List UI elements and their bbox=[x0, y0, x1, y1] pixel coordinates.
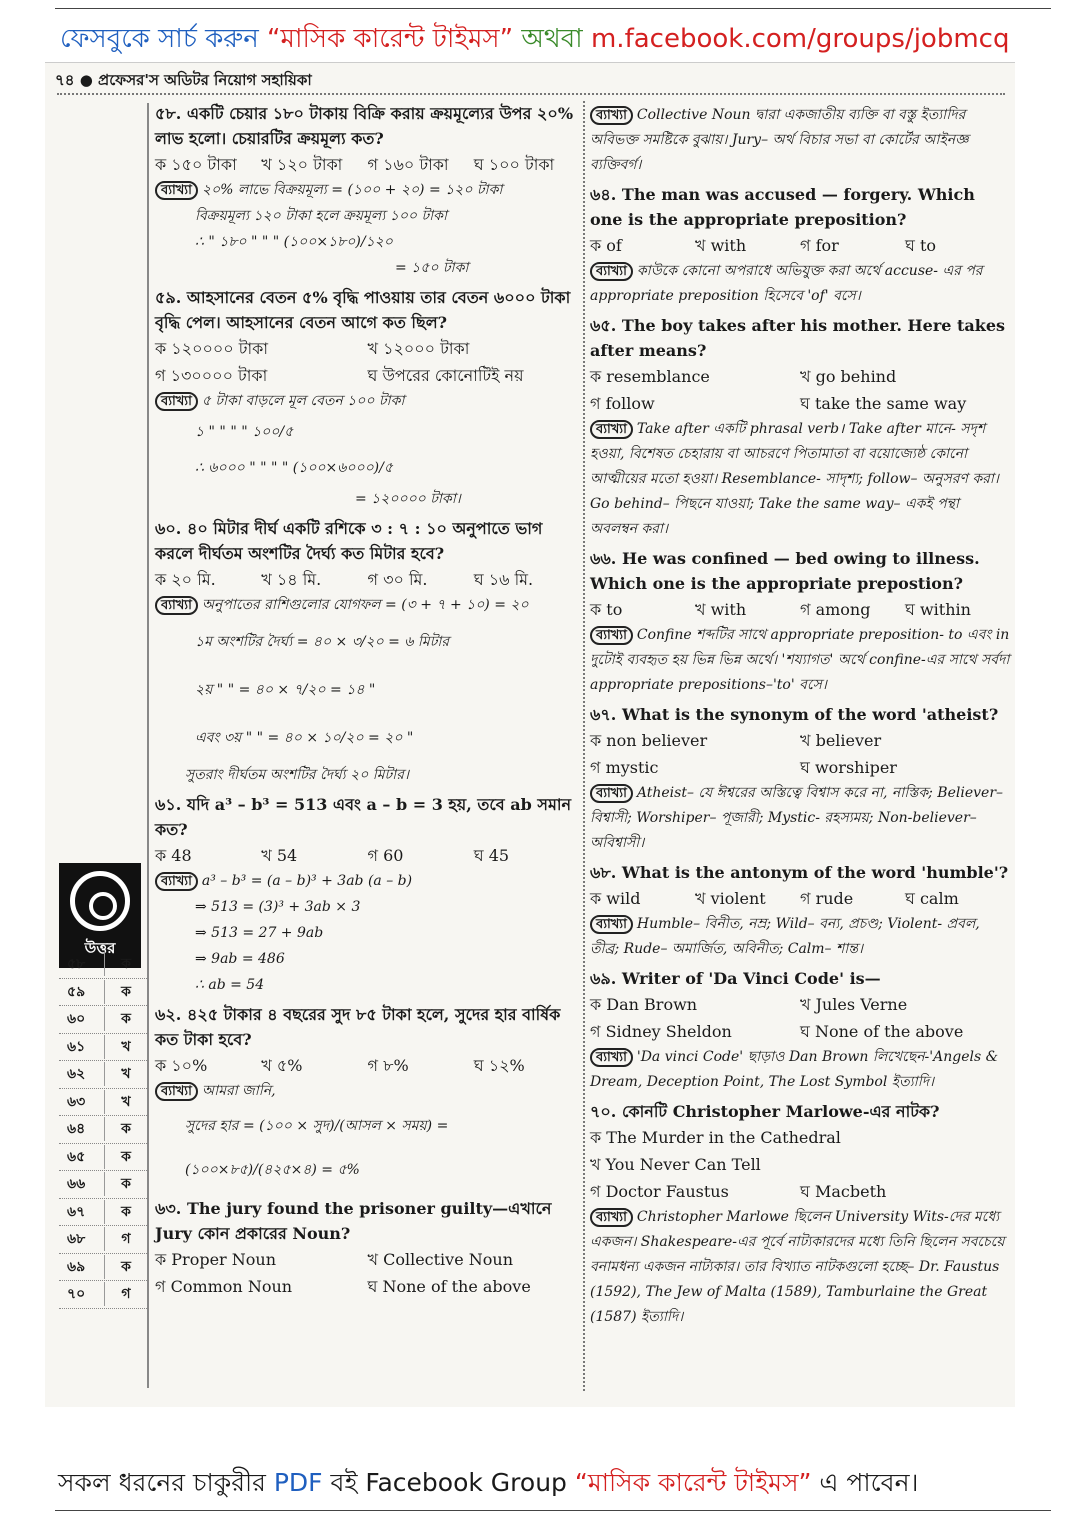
question-60 bbox=[155, 516, 580, 788]
math-line: ⇒ 9ab = 486 bbox=[195, 951, 285, 967]
question-text: ৬১. যদি a³ – b³ = 513 এবং a – b = 3 হয়, তবে ab সমান কত? bbox=[155, 795, 572, 839]
question-70 bbox=[590, 1099, 1010, 1330]
explanation: ব্যাখ্যা Christopher Marlowe ছিলেন University Wits-দের মধ্যে একজন। Shakespeare-এর পূর্বে নাট্যকারদের মধ্যে তিনি ছিলেন সবচেয়ে বনামধন্য একজন নাট্যকার। তার বিখ্যাত নাটকগুলো হচ্ছে– Dr. Faustus (1592), The Jew of Malta (1589), Tamburlaine the Great (1587) ইত্যাদি। bbox=[590, 1209, 1005, 1325]
options bbox=[590, 885, 1010, 912]
answer-row: ৬৭ ক bbox=[59, 1199, 147, 1227]
question-text: ৬০. ৪০ মিটার দীর্ঘ একটি রশিকে ৩ : ৭ : ১০ অনুপাতে ভাগ করলে দীর্ঘতম অংশটির দৈর্ঘ্য কত মিটার হবে? bbox=[155, 519, 543, 563]
question-text: ৬৩. The jury found the prisoner guilty—এখানে Jury কোন প্রকারের Noun? bbox=[155, 1199, 552, 1243]
explanation: ব্যাখ্যা ২০% লাভে বিক্রয়মূল্য = (১০০ + ২০) = ১২০ টাকা bbox=[155, 178, 580, 203]
column-divider bbox=[583, 101, 585, 1391]
math-line: বিক্রয়মূল্য ১২০ টাকা হলে ক্রয়মূল্য ১০০ টাকা bbox=[195, 208, 448, 224]
option: গ mystic bbox=[590, 758, 659, 777]
option: ক The Murder in the Cathedral bbox=[590, 1128, 841, 1147]
option: ঘ ১৬ মি. bbox=[473, 570, 534, 589]
options bbox=[155, 842, 580, 869]
options bbox=[155, 566, 580, 593]
math-line: এবং ৩য় " " = ৪০ × ১০/২০ = ২০ " bbox=[195, 730, 414, 746]
banner-search-text: ফেসবুকে সার্চ করুন bbox=[60, 24, 259, 54]
question-68 bbox=[590, 860, 1010, 962]
options bbox=[590, 232, 1010, 259]
question-69 bbox=[590, 966, 1010, 1095]
banner-url-link[interactable]: m.facebook.com/groups/jobmcq bbox=[590, 24, 1010, 54]
options bbox=[155, 1052, 580, 1079]
explain-tag: ব্যাখ্যা bbox=[590, 262, 633, 281]
explanation: ব্যাখ্যা অনুপাতের রাশিগুলোর যোগফল = (৩ + ৭ + ১০) = ২০ bbox=[155, 593, 580, 618]
explanation: ব্যাখ্যা আমরা জানি, bbox=[155, 1079, 580, 1104]
option: ক ১৫০ টাকা bbox=[155, 155, 237, 174]
option: খ go behind bbox=[800, 367, 897, 386]
answer-row: ৬৬ ক bbox=[59, 1171, 147, 1199]
banner-bottom-text2: বই Facebook Group bbox=[330, 1468, 567, 1497]
option: ক 48 bbox=[155, 846, 192, 865]
answer-label: উত্তর bbox=[84, 939, 116, 957]
option: খ with bbox=[695, 236, 747, 255]
option: খ believer bbox=[800, 731, 882, 750]
math-line: = ১৫০ টাকা bbox=[395, 260, 469, 276]
question-64 bbox=[590, 182, 1010, 309]
option: ক ২০ মি. bbox=[155, 570, 216, 589]
banner-group-name: “মাসিক কারেন্ট টাইমস” bbox=[267, 24, 514, 54]
option: গ ৩০ মি. bbox=[367, 570, 428, 589]
option: ক ১২০০০০ টাকা bbox=[155, 339, 268, 358]
question-59 bbox=[155, 285, 580, 512]
option: গ ৮% bbox=[367, 1056, 409, 1075]
explain-tag: ব্যাখ্যা bbox=[155, 1082, 198, 1101]
question-67 bbox=[590, 702, 1010, 856]
question-text: ৬৬. He was confined — bed owing to illness. Which one is the appropriate prepostion? bbox=[590, 549, 980, 593]
option: গ follow bbox=[590, 394, 655, 413]
answer-row: ৬৮ গ bbox=[59, 1226, 147, 1254]
option: ঘ take the same way bbox=[800, 394, 967, 413]
left-column bbox=[155, 101, 580, 1304]
options bbox=[590, 596, 1010, 623]
bottom-rule bbox=[55, 1510, 1051, 1511]
answer-row: ৬৩ খ bbox=[59, 1089, 147, 1117]
right-column bbox=[590, 103, 1010, 1334]
explain-tag: ব্যাখ্যা bbox=[155, 392, 198, 411]
explanation: ব্যাখ্যা a³ – b³ = (a – b)³ + 3ab (a – b) bbox=[155, 869, 580, 894]
header-divider bbox=[57, 93, 1005, 95]
banner-or-text: অথবা bbox=[521, 24, 583, 54]
options bbox=[590, 363, 1010, 417]
answer-row: ৬০ ক bbox=[59, 1006, 147, 1034]
option: ক non believer bbox=[590, 731, 708, 750]
option: ঘ Macbeth bbox=[800, 1182, 887, 1201]
option: গ Doctor Faustus bbox=[590, 1182, 729, 1201]
option: ক ১০% bbox=[155, 1056, 208, 1075]
banner-bottom-text3: এ পাবেন। bbox=[819, 1468, 919, 1497]
math-line: সুদের হার = (১০০ × সুদ)/(আসল × সময়) = (১০০×৮৫)/(৪২৫×৪) = ৫% bbox=[185, 1118, 449, 1178]
option: ক wild bbox=[590, 889, 641, 908]
explain-tag: ব্যাখ্যা bbox=[590, 626, 633, 645]
option: ঘ worshiper bbox=[800, 758, 897, 777]
explanation: ব্যাখ্যা Collective Noun দ্বারা একজাতীয় ব্যক্তি বা বস্তু ইত্যাদির অবিভক্ত সমষ্টিকে বুঝায়। Jury– অর্থ বিচার সভা বা কোর্টের আইনজ্ঞ ব্যক্তিবর্গ। bbox=[590, 107, 969, 173]
explanation: ব্যাখ্যা কাউকে কোনো অপরাধে অভিযুক্ত করা অর্থে accuse- এর পর appropriate preposition হিসেবে 'of' বসে। bbox=[590, 263, 983, 304]
option: গ ১৩০০০০ টাকা bbox=[155, 366, 268, 385]
option: ঘ within bbox=[905, 600, 971, 619]
explanation: ব্যাখ্যা 'Da vinci Code' ছাড়াও Dan Brown লিখেছেন-'Angels & Dream, Deception Point, The Lost Symbol ইত্যাদি। bbox=[590, 1049, 999, 1090]
option: খ ১২০ টাকা bbox=[261, 155, 343, 174]
question-text: ৫৯. আহসানের বেতন ৫% বৃদ্ধি পাওয়ায় তার বেতন ৬০০০ টাকা বৃদ্ধি পেল। আহসানের বেতন আগে কত ছিল? bbox=[155, 288, 571, 332]
answer-table bbox=[59, 951, 147, 1309]
math-line: ∴ ab = 54 bbox=[195, 977, 265, 993]
banner-bottom-group: “মাসিক কারেন্ট টাইমস” bbox=[574, 1468, 812, 1497]
answer-row: ৫৯ ক bbox=[59, 979, 147, 1007]
explain-tag: ব্যাখ্যা bbox=[590, 784, 633, 803]
question-text: ৬৭. What is the synonym of the word 'atheist? bbox=[590, 705, 999, 724]
options bbox=[155, 151, 580, 178]
publisher-logo-icon bbox=[70, 871, 130, 931]
option: ঘ ১২% bbox=[473, 1056, 525, 1075]
explain-tag: ব্যাখ্যা bbox=[590, 1048, 633, 1067]
option: খ 54 bbox=[261, 846, 298, 865]
math-line: ২য় " " = ৪০ × ৭/২০ = ১৪ " bbox=[195, 682, 376, 698]
option: খ with bbox=[695, 600, 747, 619]
options bbox=[590, 727, 1010, 781]
option: ঘ ১০০ টাকা bbox=[473, 155, 555, 174]
answer-row: ৬৯ ক bbox=[59, 1254, 147, 1282]
options bbox=[590, 1124, 1010, 1205]
option: ক Dan Brown bbox=[590, 995, 698, 1014]
answer-row: ৭০ গ bbox=[59, 1281, 147, 1309]
question-text: ৬৫. The boy takes after his mother. Here takes after means? bbox=[590, 316, 1006, 360]
option: ক resemblance bbox=[590, 367, 710, 386]
options bbox=[155, 1246, 580, 1300]
question-text: ৭০. কোনটি Christopher Marlowe-এর নাটক? bbox=[590, 1102, 940, 1121]
option: খ Collective Noun bbox=[367, 1250, 514, 1269]
explain-tag: ব্যাখ্যা bbox=[590, 106, 633, 125]
question-65 bbox=[590, 313, 1010, 542]
option: গ Common Noun bbox=[155, 1277, 293, 1296]
option: খ violent bbox=[695, 889, 766, 908]
question-61 bbox=[155, 792, 580, 998]
question-66 bbox=[590, 546, 1010, 698]
explain-tag: ব্যাখ্যা bbox=[155, 181, 198, 200]
option: ঘ to bbox=[905, 236, 937, 255]
option: ঘ None of the above bbox=[800, 1022, 964, 1041]
answer-row: ৬৪ ক bbox=[59, 1116, 147, 1144]
option: ঘ 45 bbox=[473, 846, 510, 865]
explain-tag: ব্যাখ্যা bbox=[590, 915, 633, 934]
option: গ 60 bbox=[367, 846, 404, 865]
question-63 bbox=[155, 1196, 580, 1300]
explanation: ব্যাখ্যা Humble– বিনীত, নম্র; Wild– বন্য, প্রচণ্ড; Violent- প্রবল, তীব্র; Rude– অমার্জিত, অবিনীত; Calm– শান্ত। bbox=[590, 916, 980, 957]
math-line: ∴ ৬০০০ " " " " (১০০×৬০০০)/৫ bbox=[195, 460, 393, 476]
option: গ rude bbox=[800, 889, 854, 908]
question-58 bbox=[155, 101, 580, 281]
answer-row: ৫৮ ক bbox=[59, 951, 147, 979]
math-line: ⇒ 513 = (3)³ + 3ab × 3 bbox=[195, 899, 361, 915]
options bbox=[155, 335, 580, 389]
page-header: ৭৪ ● প্রফেসর'স অডিটর নিয়োগ সহায়িকা bbox=[55, 71, 312, 89]
option: ঘ calm bbox=[905, 889, 959, 908]
options bbox=[590, 991, 1010, 1045]
option: ঘ উপরের কোনোটিই নয় bbox=[367, 366, 524, 385]
answer-row: ৬২ খ bbox=[59, 1061, 147, 1089]
explain-tag: ব্যাখ্যা bbox=[590, 420, 633, 439]
scanned-page bbox=[45, 62, 1015, 1407]
banner-bottom-text1: সকল ধরনের চাকুরীর bbox=[58, 1468, 266, 1497]
option: ক to bbox=[590, 600, 623, 619]
math-line: ১ " " " " ১০০/৫ bbox=[195, 424, 294, 440]
question-text: ৬৪. The man was accused — forgery. Which one is the appropriate preposition? bbox=[590, 185, 975, 229]
top-rule bbox=[55, 8, 1051, 9]
option: ক of bbox=[590, 236, 622, 255]
option: খ ১৪ মি. bbox=[261, 570, 322, 589]
question-text: ৬২. ৪২৫ টাকার ৪ বছরের সুদ ৮৫ টাকা হলে, সুদের হার বার্ষিক কত টাকা হবে? bbox=[155, 1005, 561, 1049]
math-line: ∴ " ১৮০ " " " (১০০×১৮০)/১২০ bbox=[195, 234, 393, 250]
option: গ Sidney Sheldon bbox=[590, 1022, 732, 1041]
answer-row: ৬১ খ bbox=[59, 1034, 147, 1062]
explanation: ব্যাখ্যা Confine শব্দটির সাথে appropriate preposition- to এবং in দুটোই ব্যবহৃত হয় ভিন্ন ভিন্ন অর্থে। 'শয্যাগত' অর্থে confine-এর সাথে সর্বদা appropriate prepositions–'to' বসে। bbox=[590, 627, 1010, 693]
explain-tag: ব্যাখ্যা bbox=[155, 596, 198, 615]
question-text: ৫৮. একটি চেয়ার ১৮০ টাকায় বিক্রি করায় ক্রয়মূল্যের উপর ২০% লাভ হলো। চেয়ারটির ক্রয়মূল্য কত? bbox=[155, 104, 574, 148]
option: গ ১৬০ টাকা bbox=[367, 155, 449, 174]
explain-tag: ব্যাখ্যা bbox=[155, 872, 198, 891]
question-text: ৬৮. What is the antonym of the word 'humble'? bbox=[590, 863, 1009, 882]
math-line: = ১২০০০০ টাকা। bbox=[355, 491, 461, 507]
option: খ Jules Verne bbox=[800, 995, 908, 1014]
bottom-banner bbox=[58, 1463, 918, 1506]
explain-tag: ব্যাখ্যা bbox=[590, 1208, 633, 1227]
answer-row: ৬৫ ক bbox=[59, 1144, 147, 1172]
explanation: ব্যাখ্যা Take after একটি phrasal verb। Take after মানে- সদৃশ হওয়া, বিশেষত চেহারায় বা আচরণে পিতামাতা বা বয়োজ্যেষ্ঠ কোনো আত্মীয়ের মতো হওয়া। Resemblance- সাদৃশ্য; follow– অনুসরণ করা। Go behind– পিছনে যাওয়া; Take the same way– একই পন্থা অবলম্বন করা। bbox=[590, 421, 999, 537]
option: গ among bbox=[800, 600, 871, 619]
option: ঘ None of the above bbox=[367, 1277, 531, 1296]
math-line: সুতরাং দীর্ঘতম অংশটির দৈর্ঘ্য ২০ মিটার। bbox=[185, 767, 409, 783]
option: গ for bbox=[800, 236, 839, 255]
top-banner bbox=[60, 18, 1009, 62]
option: খ ৫% bbox=[261, 1056, 303, 1075]
option: ক Proper Noun bbox=[155, 1250, 277, 1269]
option: খ You Never Can Tell bbox=[590, 1155, 761, 1174]
question-63-explanation bbox=[590, 103, 1010, 178]
math-line: ১ম অংশটির দৈর্ঘ্য = ৪০ × ৩/২০ = ৬ মিটার bbox=[195, 634, 450, 650]
option: খ ১২০০০ টাকা bbox=[367, 339, 470, 358]
explanation: ব্যাখ্যা ৫ টাকা বাড়লে মূল বেতন ১০০ টাকা bbox=[155, 389, 580, 414]
math-line: ⇒ 513 = 27 + 9ab bbox=[195, 925, 324, 941]
question-text: ৬৯. Writer of 'Da Vinci Code' is— bbox=[590, 969, 881, 988]
explanation: ব্যাখ্যা Atheist– যে ঈশ্বরের অস্তিত্বে বিশ্বাস করে না, নাস্তিক; Believer– বিশ্বাসী; Worshiper– পূজারী; Mystic- রহস্যময়; Non-believer– অবিশ্বাসী। bbox=[590, 785, 1004, 851]
question-62 bbox=[155, 1002, 580, 1192]
banner-bottom-pdf: PDF bbox=[273, 1468, 323, 1497]
